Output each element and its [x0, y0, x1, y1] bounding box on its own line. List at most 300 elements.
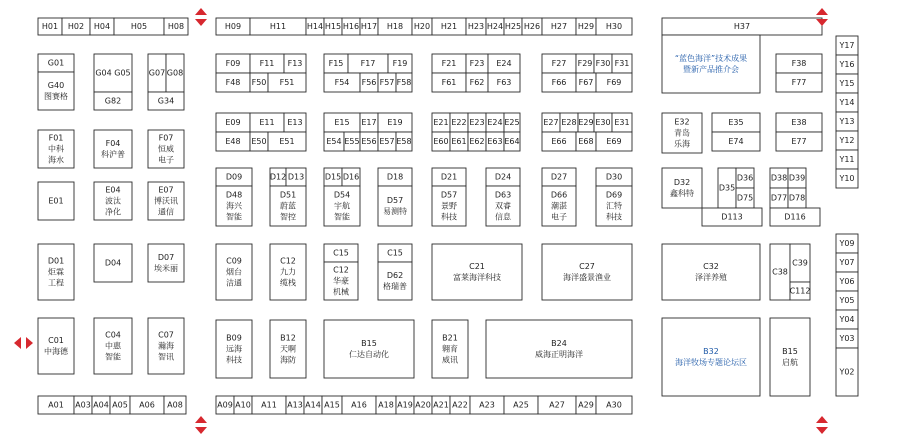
booth-label: H27: [550, 22, 568, 31]
booth-b32-167[interactable]: [662, 318, 760, 396]
booth-e27-109[interactable]: [542, 113, 560, 132]
booth-h17-10[interactable]: [360, 18, 378, 35]
booth-label: C39: [792, 258, 808, 268]
booth-e50-89[interactable]: [250, 132, 268, 151]
booth-h18-11[interactable]: [378, 18, 412, 35]
booth-label: D77: [770, 193, 788, 203]
booth-e57-97[interactable]: [378, 132, 396, 151]
booth-d48-123[interactable]: [216, 186, 252, 226]
booth-e17-92[interactable]: [360, 113, 378, 132]
booth-y14-26[interactable]: [836, 93, 858, 112]
booth-f48-60[interactable]: [216, 73, 250, 92]
booth-label: E27: [543, 118, 559, 127]
booth-h04-2[interactable]: [90, 18, 114, 35]
booth-y07-32[interactable]: [836, 253, 858, 272]
booth-label: D15: [324, 172, 342, 182]
booth-label: H26: [523, 22, 541, 31]
booth-h24-15[interactable]: [486, 18, 504, 35]
booth-b12-163[interactable]: [270, 320, 306, 378]
booth-e32-117[interactable]: [662, 113, 702, 153]
booth-a21-185[interactable]: [432, 396, 450, 414]
booth-y02-37[interactable]: [836, 348, 858, 396]
booth-label: D66: [550, 190, 568, 200]
booth-label: Y16: [839, 60, 855, 69]
booth-label: Y04: [839, 315, 855, 324]
booth-e38-120[interactable]: [776, 113, 822, 132]
booth-a19-183[interactable]: [396, 396, 414, 414]
booth-label: 智能: [334, 212, 350, 222]
booth-label: D48: [225, 190, 243, 200]
booth-label: 博沃讯: [154, 196, 178, 206]
booth-a15-180[interactable]: [322, 396, 342, 414]
booth-a20-184[interactable]: [414, 396, 432, 414]
booth-a04-171[interactable]: [92, 396, 110, 414]
booth-c38-159[interactable]: [770, 244, 790, 300]
booth-f51-62[interactable]: [268, 73, 306, 92]
booth-label: D09: [225, 172, 243, 182]
booth-d39-146[interactable]: [788, 168, 806, 188]
booth-h02-1[interactable]: [62, 18, 90, 35]
booth-label: E50: [251, 137, 267, 146]
booth-h21-13[interactable]: [432, 18, 466, 35]
booth-label: F50: [251, 78, 267, 87]
booth-c09-150[interactable]: [216, 244, 252, 300]
booth-b24-166[interactable]: [486, 320, 632, 378]
left-right-arrow-icon: [14, 337, 33, 349]
booth-label: F57: [379, 78, 395, 87]
booth-label: 中科: [48, 144, 64, 154]
booth-label: F69: [606, 78, 622, 87]
booth-f21-70[interactable]: [432, 54, 466, 73]
booth-label: 通信: [158, 207, 174, 217]
booth-y15-25[interactable]: [836, 74, 858, 93]
booth-label: 电子: [551, 212, 567, 222]
booth-h37-21[interactable]: [662, 18, 822, 35]
booth-f50-61[interactable]: [250, 73, 268, 92]
booth-e51-90[interactable]: [268, 132, 306, 151]
booth-e64-108[interactable]: [504, 132, 520, 151]
booth-f13-59[interactable]: [284, 54, 306, 73]
booth-e74-119[interactable]: [712, 132, 760, 151]
booth-e63-107[interactable]: [486, 132, 504, 151]
booth-label: A18: [378, 400, 394, 410]
booth-y12-28[interactable]: [836, 131, 858, 150]
booth-c39-160[interactable]: [790, 244, 810, 282]
booth-h14-7[interactable]: [306, 18, 324, 35]
booth-label: D57: [386, 196, 404, 205]
booth-e68-115[interactable]: [576, 132, 596, 151]
booth-label: A15: [324, 400, 340, 410]
booth-label: H24: [486, 22, 504, 31]
booth-h05-3[interactable]: [114, 18, 164, 35]
booth-e11-86[interactable]: [250, 113, 284, 132]
booth-d78-148[interactable]: [788, 188, 806, 208]
booth-d54-129[interactable]: [324, 186, 360, 226]
booth-label: 海兴: [226, 201, 242, 211]
booth-g82-41[interactable]: [94, 92, 132, 110]
booth-h26-17[interactable]: [522, 18, 542, 35]
booth-e77-121[interactable]: [776, 132, 822, 151]
booth-f62-74[interactable]: [466, 73, 488, 92]
booth-f15-63[interactable]: [324, 54, 348, 73]
booth-label: 华豪: [333, 276, 349, 286]
booth-label: 图赛格: [44, 92, 68, 101]
booth-outline: [378, 262, 412, 300]
booth-y17-23[interactable]: [836, 36, 858, 55]
booth-label: E17: [361, 118, 377, 127]
booth-label: F54: [334, 78, 350, 87]
booth-a23-187[interactable]: [470, 396, 504, 414]
booth-label: 天啊: [280, 344, 296, 354]
booth-outline: [486, 320, 632, 378]
booth-d77-147[interactable]: [770, 188, 788, 208]
booth-label: 威讯: [442, 355, 458, 365]
booth-g34-44[interactable]: [148, 92, 184, 110]
booth-label: F30: [595, 59, 611, 68]
booth-a29-190[interactable]: [576, 396, 596, 414]
booth-label: A09: [217, 400, 233, 410]
booth-a25-188[interactable]: [504, 396, 538, 414]
booth-f30-78[interactable]: [594, 54, 612, 73]
booth-e69-116[interactable]: [596, 132, 632, 151]
booth-h08-4[interactable]: [164, 18, 188, 35]
booth-label: A13: [287, 400, 303, 410]
booth-d16-128[interactable]: [342, 168, 360, 186]
booth-label: F09: [225, 59, 241, 68]
booth-c112-161[interactable]: [790, 282, 811, 300]
booth-f19-65[interactable]: [388, 54, 412, 73]
booth-label: A05: [112, 400, 128, 410]
booth-c12-151[interactable]: [270, 244, 306, 300]
booth-y16-24[interactable]: [836, 55, 858, 74]
booth-c15-154[interactable]: [378, 244, 412, 262]
booth-label: E69: [606, 137, 622, 146]
booth-a06-173[interactable]: [130, 396, 164, 414]
booth-f61-73[interactable]: [432, 73, 466, 92]
booth-e22-100[interactable]: [450, 113, 468, 132]
booth-label: A27: [549, 400, 565, 410]
booth-d51-126[interactable]: [270, 186, 306, 226]
booth-d13-125[interactable]: [286, 168, 306, 186]
booth-y06-33[interactable]: [836, 272, 858, 291]
booth-h01-0[interactable]: [38, 18, 62, 35]
booth-c01-54[interactable]: [38, 318, 74, 374]
booth-g04-g05-40[interactable]: [94, 54, 132, 92]
booth-e61-105[interactable]: [450, 132, 468, 151]
booth-label: G01: [47, 58, 65, 68]
booth-f29-77[interactable]: [576, 54, 594, 73]
booth-d12-124[interactable]: [270, 168, 286, 186]
booth-a05-172[interactable]: [110, 396, 130, 414]
booth-label: E61: [451, 137, 467, 146]
booth-g40-39[interactable]: [38, 72, 74, 110]
booth-f66-80[interactable]: [542, 73, 576, 92]
booth-label: Y03: [839, 334, 855, 343]
booth-e48-88[interactable]: [216, 132, 250, 151]
booth-d07-53[interactable]: [148, 244, 184, 282]
booth-b09-162[interactable]: [216, 320, 252, 378]
booth-label: F01: [48, 133, 64, 143]
booth-e58-98[interactable]: [396, 132, 412, 151]
booth-label: Y13: [839, 117, 855, 126]
up-down-arrow-icon: [195, 8, 207, 26]
booth-label: H08: [167, 22, 185, 31]
booth-d69-139[interactable]: [596, 186, 632, 226]
booth-h23-14[interactable]: [466, 18, 486, 35]
booth-d04-52[interactable]: [94, 244, 132, 282]
booth-label: C01: [48, 336, 64, 345]
booth-label: E24: [496, 59, 512, 68]
booth-a16-181[interactable]: [342, 396, 376, 414]
booth-label: D24: [494, 172, 512, 182]
booth-d01-51[interactable]: [38, 244, 74, 300]
booth-f23-71[interactable]: [466, 54, 488, 73]
booth-label: D04: [104, 258, 122, 268]
booth-d75-143[interactable]: [736, 188, 754, 208]
booth-label: D63: [494, 190, 512, 200]
booth-e35-118[interactable]: [712, 113, 760, 132]
booth-label: F11: [259, 59, 275, 68]
booth-y11-29[interactable]: [836, 150, 858, 169]
booth-label: G34: [157, 96, 175, 106]
booth-d35-141[interactable]: [718, 168, 736, 208]
booth-d32-140[interactable]: [662, 168, 702, 208]
booth-e25-103[interactable]: [504, 113, 520, 132]
booth-c15-152[interactable]: [324, 244, 358, 262]
booth-label: 科技: [441, 212, 457, 222]
booth-f56-67[interactable]: [360, 73, 378, 92]
booth-label: E31: [614, 118, 630, 127]
booth-y03-36[interactable]: [836, 329, 858, 348]
booth-f27-76[interactable]: [542, 54, 576, 73]
booth-f04-46[interactable]: [94, 130, 132, 168]
booth-f63-75[interactable]: [488, 73, 520, 92]
booth-label: E54: [326, 137, 342, 146]
booth-label: E15: [334, 118, 350, 127]
booth-label: A10: [235, 400, 251, 410]
booth-label: C07: [158, 330, 174, 340]
booth-e60-104[interactable]: [432, 132, 450, 151]
booth-label: D113: [721, 212, 743, 222]
booth-b15-168[interactable]: [770, 318, 810, 396]
booth-label: B24: [551, 339, 567, 348]
booth-d15-127[interactable]: [324, 168, 342, 186]
booth-label: D51: [279, 190, 297, 200]
booth-label: H29: [577, 22, 595, 31]
booth-h16-9[interactable]: [342, 18, 360, 35]
booth-d116-149[interactable]: [770, 208, 820, 226]
booth-c32-158[interactable]: [662, 244, 760, 300]
booth-f17-64[interactable]: [348, 54, 388, 73]
booth-a10-176[interactable]: [234, 396, 252, 414]
booth-label: H15: [324, 22, 342, 31]
booth-label: F07: [158, 133, 174, 143]
booth-label: 远海: [226, 344, 242, 354]
booth-e29-111[interactable]: [578, 113, 594, 132]
booth-g07-42[interactable]: [148, 54, 166, 92]
booth-d09-122[interactable]: [216, 168, 252, 186]
booth-label: E35: [728, 118, 744, 127]
booth-e31-113[interactable]: [612, 113, 632, 132]
booth-f58-69[interactable]: [396, 73, 412, 92]
booth-label: Y10: [839, 174, 855, 183]
booth-label: 炬霖: [48, 267, 64, 277]
booth-g08-43[interactable]: [166, 54, 184, 92]
booth-e62-106[interactable]: [468, 132, 486, 151]
booth-label: D07: [157, 253, 175, 262]
booth-e23-101[interactable]: [468, 113, 486, 132]
booth-label: G07: [148, 68, 166, 78]
booth-outline: [94, 130, 132, 168]
booth-label: 暨新产品推介会: [683, 65, 739, 74]
booth-e07-50[interactable]: [148, 182, 184, 220]
booth-b15-164[interactable]: [324, 320, 414, 378]
booth-h20-12[interactable]: [412, 18, 432, 35]
booth-f69-82[interactable]: [596, 73, 632, 92]
booth-label: H21: [440, 22, 458, 31]
booth-label: E48: [225, 137, 241, 146]
booth-e21-99[interactable]: [432, 113, 450, 132]
booth-label: F13: [287, 59, 303, 68]
booth-label: G08: [166, 68, 184, 78]
booth-e30-112[interactable]: [594, 113, 612, 132]
booth-h11-6[interactable]: [250, 18, 306, 35]
booth-e04-49[interactable]: [94, 182, 132, 220]
booth-label: 翱育: [442, 344, 458, 354]
booth-a30-191[interactable]: [596, 396, 632, 414]
booth-label: 科技: [226, 355, 242, 365]
booth-a14-179[interactable]: [304, 396, 322, 414]
booth-y04-35[interactable]: [836, 310, 858, 329]
booth-f77-84[interactable]: [776, 73, 822, 92]
booth-e19-93[interactable]: [378, 113, 412, 132]
booth-label: A16: [351, 400, 367, 410]
booth-h15-8[interactable]: [324, 18, 342, 35]
booth-f31-79[interactable]: [612, 54, 632, 73]
booth-d36-142[interactable]: [736, 168, 754, 188]
booth-f11-58[interactable]: [250, 54, 284, 73]
booth-a03-170[interactable]: [74, 396, 92, 414]
booth-a13-178[interactable]: [286, 396, 304, 414]
booth-a18-182[interactable]: [376, 396, 396, 414]
booth-d27-136[interactable]: [542, 168, 576, 186]
booth-h25-16[interactable]: [504, 18, 522, 35]
booth-g01-38[interactable]: [38, 54, 74, 72]
booth-d18-130[interactable]: [378, 168, 412, 186]
booth-h30-20[interactable]: [596, 18, 632, 35]
booth-e09-85[interactable]: [216, 113, 250, 132]
booth-f38-83[interactable]: [776, 54, 822, 73]
booth-label: “蓝色海洋”技术成果: [674, 54, 748, 63]
booth-label: E13: [287, 118, 303, 127]
booth-label: E24: [487, 118, 503, 127]
booth-label: H04: [93, 22, 111, 31]
booth-b21-165[interactable]: [432, 320, 468, 378]
booth-f57-68[interactable]: [378, 73, 396, 92]
booth-y09-31[interactable]: [836, 234, 858, 253]
booth-f01-45[interactable]: [38, 130, 74, 168]
booth-d38-145[interactable]: [770, 168, 788, 188]
booth-label: D13: [287, 172, 305, 182]
booth-a27-189[interactable]: [538, 396, 576, 414]
booth--22[interactable]: [662, 35, 760, 93]
booth-label: F51: [279, 78, 295, 87]
booth-label: H14: [306, 22, 324, 31]
booth-y13-27[interactable]: [836, 112, 858, 131]
booth-y05-34[interactable]: [836, 291, 858, 310]
booth-a08-174[interactable]: [164, 396, 186, 414]
booth-e24-102[interactable]: [486, 113, 504, 132]
booth-d57-133[interactable]: [432, 186, 466, 226]
booth-label: F62: [469, 78, 485, 87]
booth-c21-156[interactable]: [432, 244, 522, 300]
booth-c04-55[interactable]: [94, 318, 132, 374]
booth-label: C32: [703, 262, 719, 271]
booth-a11-177[interactable]: [252, 396, 286, 414]
booth-label: G40: [47, 81, 65, 90]
booth-label: 工程: [48, 278, 64, 288]
booth-d21-132[interactable]: [432, 168, 466, 186]
booth-label: 烟台: [226, 267, 242, 277]
booth-h09-5[interactable]: [216, 18, 250, 35]
booth-label: 潮湛: [551, 201, 567, 211]
booth-label: F56: [361, 78, 377, 87]
booth-label: F67: [578, 78, 594, 87]
booth-e55-95[interactable]: [344, 132, 360, 151]
booth-a01-169[interactable]: [38, 396, 74, 414]
booth-d24-134[interactable]: [486, 168, 520, 186]
booth-h29-19[interactable]: [576, 18, 596, 35]
booth-d62-155[interactable]: [378, 262, 412, 300]
booth-c07-56[interactable]: [148, 318, 184, 374]
booth-label: E25: [504, 118, 520, 127]
booth-e28-110[interactable]: [560, 113, 578, 132]
booth-c12-153[interactable]: [324, 262, 358, 300]
booth-label: A11: [261, 400, 277, 410]
booth-label: 泽洋养殖: [695, 273, 727, 282]
booth-c27-157[interactable]: [542, 244, 632, 300]
booth-e13-87[interactable]: [284, 113, 306, 132]
booth-outline: [38, 72, 74, 110]
booth-d113-144[interactable]: [702, 208, 762, 226]
booth-f67-81[interactable]: [576, 73, 596, 92]
booth-f54-66[interactable]: [324, 73, 360, 92]
booth-label: B21: [442, 333, 458, 343]
booth-h27-18[interactable]: [542, 18, 576, 35]
booth-e54-94[interactable]: [324, 132, 344, 151]
booth-d63-135[interactable]: [486, 186, 520, 226]
booth-label: E68: [578, 137, 594, 146]
booth-e56-96[interactable]: [360, 132, 378, 151]
booth-d57-131[interactable]: [378, 186, 412, 226]
booth-label: 汇特: [606, 201, 622, 211]
booth-d30-138[interactable]: [596, 168, 632, 186]
booth-e15-91[interactable]: [324, 113, 360, 132]
booth-label: D69: [605, 190, 623, 200]
booth-a09-175[interactable]: [216, 396, 234, 414]
booth-a22-186[interactable]: [450, 396, 470, 414]
booth-e24-72[interactable]: [488, 54, 520, 73]
booth-e66-114[interactable]: [542, 132, 576, 151]
booth-label: C21: [469, 262, 485, 271]
booth-y10-30[interactable]: [836, 169, 858, 188]
booth-label: E23: [469, 118, 485, 127]
booth-d66-137[interactable]: [542, 186, 576, 226]
booth-f07-47[interactable]: [148, 130, 184, 168]
booth-f09-57[interactable]: [216, 54, 250, 73]
booth-label: 格瑞普: [383, 282, 407, 291]
booth-e01-48[interactable]: [38, 182, 74, 220]
